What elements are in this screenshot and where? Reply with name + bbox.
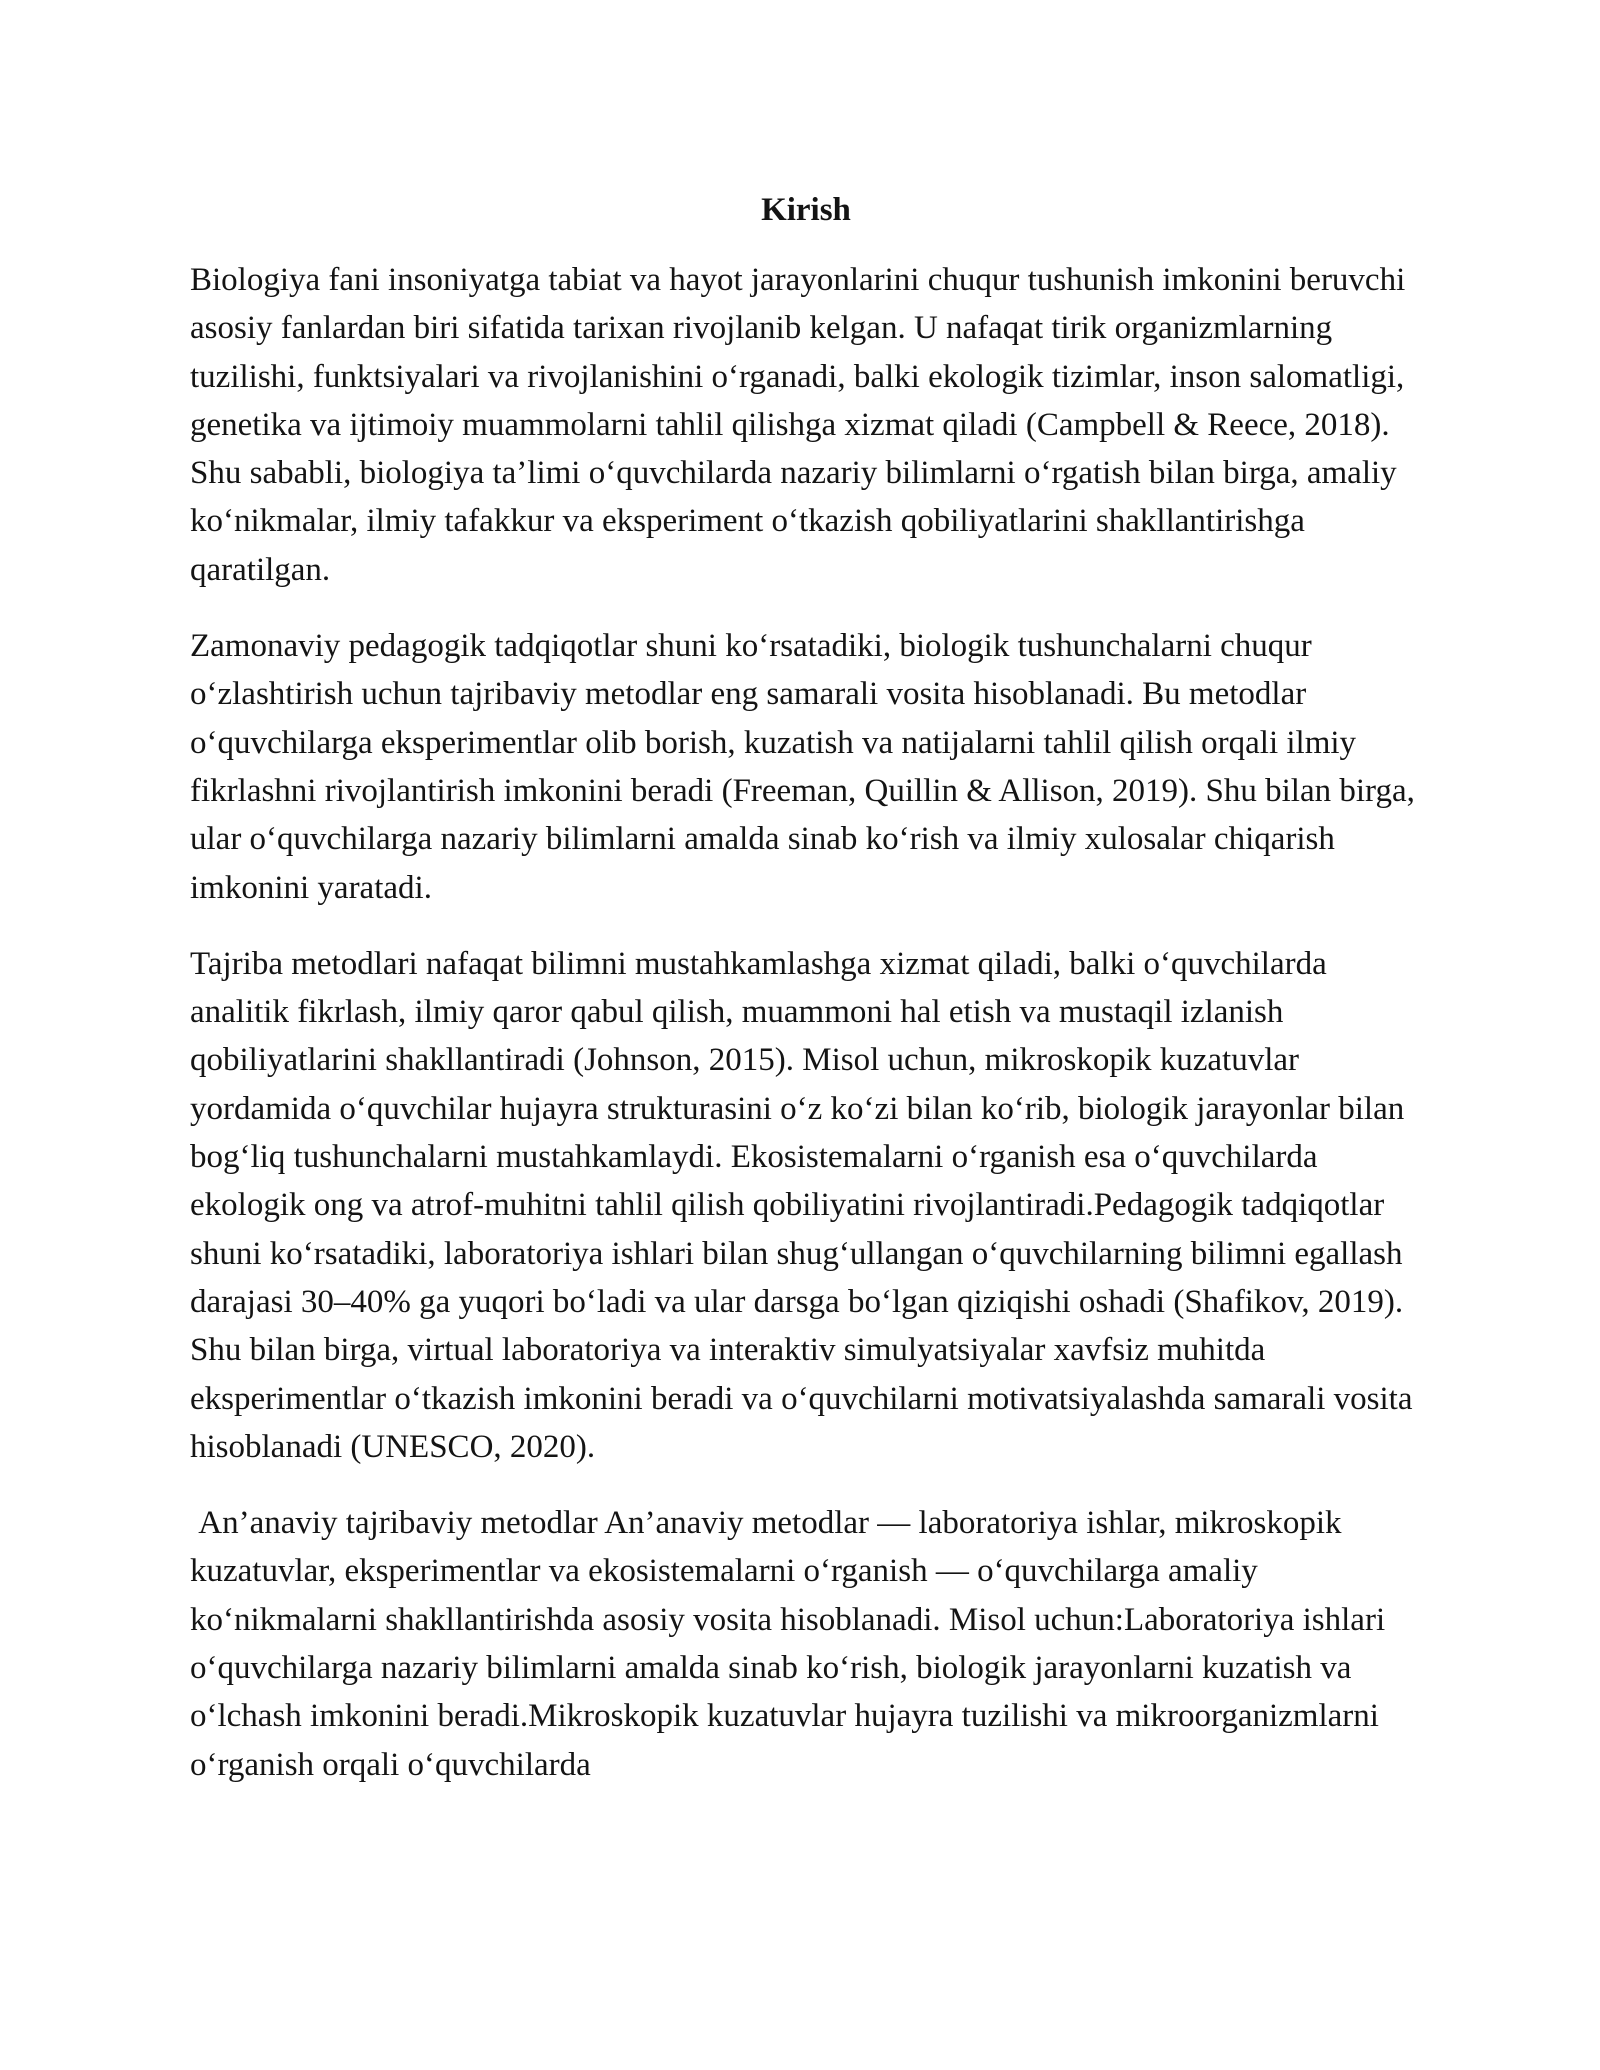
document-body: [190, 186, 1420, 1817]
paragraph-3: Tajriba metodlari nafaqat bilimni mustahkamlashga xizmat qiladi, balki o‘quvchilarda analitik fikrlash, ilmiy qaror qabul qilish, muammoni hal etish va mustaqil izlanish qobiliyatlarini shakllantiradi (Johnson, 2015). Misol uchun, mikroskopik kuzatuvlar yordamida o‘quvchilar hujayra strukturasini o‘z ko‘zi bilan ko‘rib, biologik jarayonlar bilan bog‘liq tushunchalarni mustahkamlaydi. Ekosistemalarni o‘rganish esa o‘quvchilarda ekologik ong va atrof-muhitni tahlil qilish qobiliyatini rivojlantiradi.Pedagogik tadqiqotlar shuni ko‘rsatadiki, laboratoriya ishlari bilan shug‘ullangan o‘quvchilarning bilimni egallash darajasi 30–40% ga yuqori bo‘ladi va ular darsga bo‘lgan qiziqishi oshadi (Shafikov, 2019). Shu bilan birga, virtual laboratoriya va interaktiv simulyatsiyalar xavfsiz muhitda eksperimentlar o‘tkazish imkonini beradi va o‘quvchilarni motivatsiyalashda samarali vosita hisoblanadi (UNESCO, 2020).: [190, 945, 1413, 1465]
paragraph-4: An’anaviy tajribaviy metodlar An’anaviy metodlar — laboratoriya ishlar, mikroskopik kuzatuvlar, eksperimentlar va ekosistemalarni o‘rganish — o‘quvchilarga amaliy ko‘nikmalarni shakllantirishda asosiy vosita hisoblanadi. Misol uchun:Laboratoriya ishlari o‘quvchilarga nazariy bilimlarni amalda sinab ko‘rish, biologik jarayonlarni kuzatish va o‘lchash imkonini beradi.Mikroskopik kuzatuvlar hujayra tuzilishi va mikroorganizmlarni o‘rganish orqali o‘quvchilarda: [190, 1505, 1394, 1783]
paragraph-1: Biologiya fani insoniyatga tabiat va hayot jarayonlarini chuqur tushunish imkonini beruvchi asosiy fanlardan biri sifatida tarixan rivojlanib kelgan. U nafaqat tirik organizmlarning tuzilishi, funktsiyalari va rivojlanishini o‘rganadi, balki ekologik tizimlar, inson salomatligi, genetika va ijtimoiy muammolarni tahlil qilishga xizmat qiladi (Campbell & Reece, 2018). Shu sababli, biologiya ta’limi o‘quvchilarda nazariy bilimlarni o‘rgatish bilan birga, amaliy ko‘nikmalar, ilmiy tafakkur va eksperiment o‘tkazish qobiliyatlarini shakllantirishga qaratilgan.: [190, 262, 1406, 588]
paragraph-2: Zamonaviy pedagogik tadqiqotlar shuni ko‘rsatadiki, biologik tushunchalarni chuqur o‘zlashtirish uchun tajribaviy metodlar eng samarali vosita hisoblanadi. Bu metodlar o‘quvchilarga eksperimentlar olib borish, kuzatish va natijalarni tahlil qilish orqali ilmiy fikrlashni rivojlantirish imkonini beradi (Freeman, Quillin & Allison, 2019). Shu bilan birga, ular o‘quvchilarga nazariy bilimlarni amalda sinab ko‘rish va ilmiy xulosalar chiqarish imkonini yaratadi.: [190, 628, 1415, 906]
document-title: Kirish: [761, 192, 851, 228]
